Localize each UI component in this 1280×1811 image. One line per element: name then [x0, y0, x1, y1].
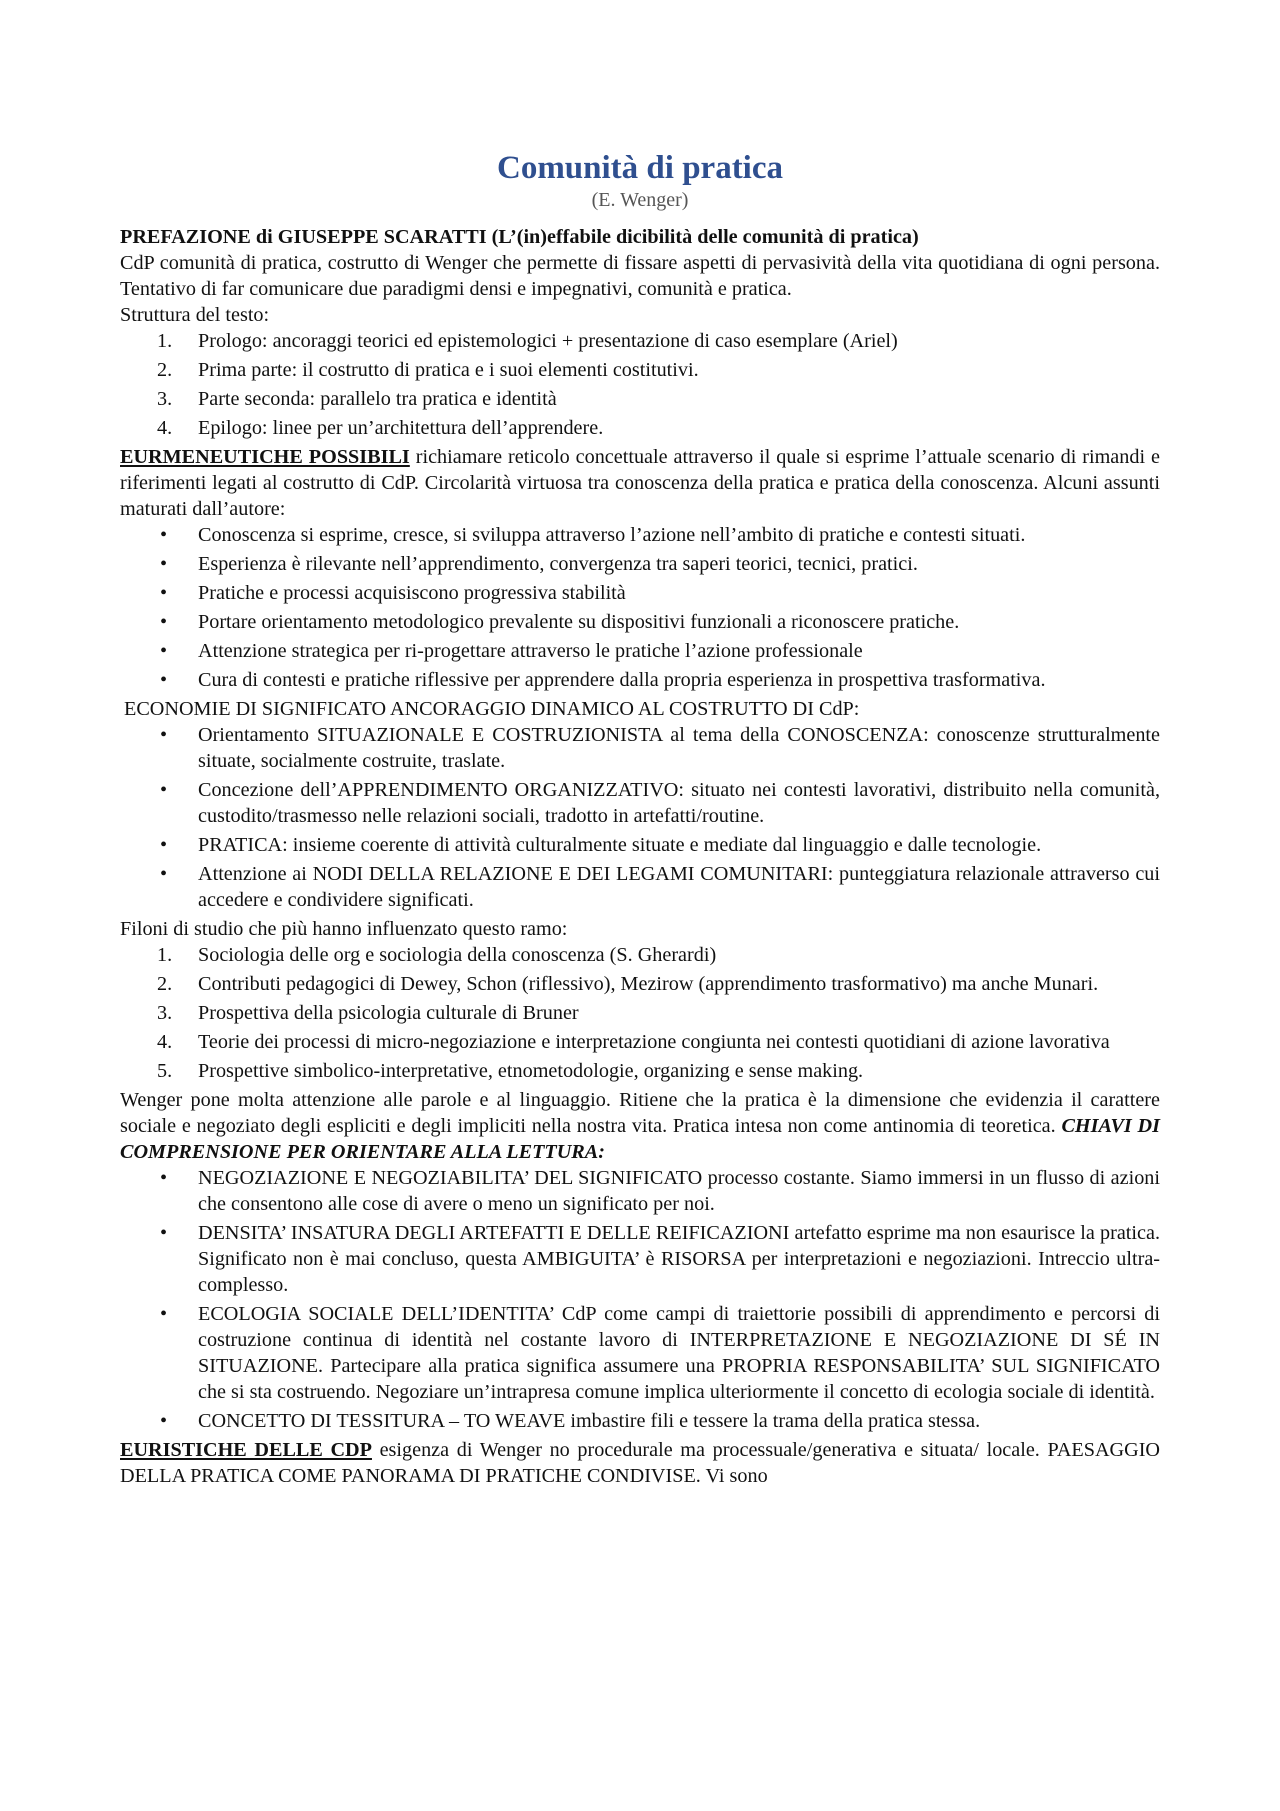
- list-item-text: Orientamento SITUAZIONALE E COSTRUZIONISTA al tema della CONOSCENZA: conoscenze strutturalmente situate, socialmente costruite, traslate.: [198, 724, 1160, 772]
- list-item: [120, 328, 1160, 354]
- list-item: [120, 415, 1160, 441]
- bullet-icon: •: [160, 669, 168, 691]
- list-item: [120, 667, 1160, 693]
- list-item: [120, 832, 1160, 858]
- bullet-icon: •: [160, 611, 168, 633]
- bullet-icon: •: [160, 724, 168, 746]
- list-item-text: Concezione dell’APPRENDIMENTO ORGANIZZATIVO: situato nei contesti lavorativi, distribuito nella comunità, custodito/trasmesso nelle relazioni sociali, tradotto in artefatti/routine.: [198, 779, 1160, 827]
- list-number: 1.: [157, 944, 173, 966]
- eurmeneutiche-paragraph: [120, 444, 1160, 522]
- wenger-text: Wenger pone molta attenzione alle parole e al linguaggio. Ritiene che la pratica è la dimensione che evidenzia il carattere sociale e negoziato degli espliciti e degli impliciti nella nostra vita. Pratica intesa non come antinomia di teoretica.: [120, 1089, 1160, 1137]
- wenger-paragraph: [120, 1087, 1160, 1165]
- euristiche-heading: EURISTICHE DELLE CDP: [120, 1439, 372, 1461]
- list-number: 5.: [157, 1060, 173, 1082]
- bullet-icon: •: [160, 1410, 168, 1432]
- list-item: [120, 1408, 1160, 1434]
- eurmeneutiche-list: [120, 522, 1160, 693]
- euristiche-paragraph: [120, 1437, 1160, 1489]
- bullet-icon: •: [160, 1303, 168, 1325]
- bullet-icon: •: [160, 834, 168, 856]
- list-item: [120, 1165, 1160, 1217]
- list-item: [120, 638, 1160, 664]
- list-item-text: Teorie dei processi di micro-negoziazione e interpretazione congiunta nei contesti quotidiani di azione lavorativa: [198, 1031, 1110, 1053]
- list-item-text: Contributi pedagogici di Dewey, Schon (riflessivo), Mezirow (apprendimento trasformativo) ma anche Munari.: [198, 973, 1099, 995]
- filoni-label: Filoni di studio che più hanno influenzato questo ramo:: [120, 918, 568, 940]
- list-item: [120, 1301, 1160, 1405]
- list-item-text: Prologo: ancoraggi teorici ed epistemologici + presentazione di caso esemplare (Ariel): [198, 330, 898, 352]
- list-item-text: ECOLOGIA SOCIALE DELL’IDENTITA’ CdP come campi di traiettorie possibili di apprendimento e percorsi di costruzione continua di identità nel costante lavoro di INTERPRETAZIONE E NEGOZIAZIONE DI SÉ IN SITUAZIONE. Partecipare alla pratica significa assumere una PROPRIA RESPONSABILITA’ SUL SIGNIFICATO che si sta costruendo. Negoziare un’intrapresa comune implica ulteriormente il concetto di ecologia sociale di identità.: [198, 1303, 1160, 1403]
- eurmeneutiche-heading: EURMENEUTICHE POSSIBILI: [120, 446, 410, 468]
- document-title: Comunità di pratica: [496, 150, 783, 186]
- list-item-text: Cura di contesti e pratiche riflessive per apprendere dalla propria esperienza in prospettiva trasformativa.: [198, 669, 1046, 691]
- list-item: [120, 1000, 1160, 1026]
- list-item-text: Portare orientamento metodologico prevalente su dispositivi funzionali a riconoscere pratiche.: [198, 611, 960, 633]
- economie-list: [120, 722, 1160, 913]
- bullet-icon: •: [160, 640, 168, 662]
- bullet-icon: •: [160, 553, 168, 575]
- chiavi-list: [120, 1165, 1160, 1434]
- euristiche-text: esigenza di Wenger no procedurale ma processuale/generativa e situata/ locale. PAESAGGIO DELLA PRATICA COME PANORAMA DI PRATICHE CONDIVISE. Vi sono: [120, 1439, 1161, 1487]
- list-item-text: Parte seconda: parallelo tra pratica e identità: [198, 388, 557, 410]
- list-item: [120, 357, 1160, 383]
- document-page: [120, 148, 1160, 1489]
- eurmeneutiche-text: richiamare reticolo concettuale attraverso il quale si esprime l’attuale scenario di rimandi e riferimenti legati al costrutto di CdP. Circolarità virtuosa tra conoscenza della pratica e pratica della conoscenza. Alcuni assunti maturati dall’autore:: [120, 446, 1160, 520]
- list-item-text: Prospettive simbolico-interpretative, etnometodologie, organizing e sense making.: [198, 1060, 864, 1082]
- list-number: 3.: [157, 1002, 173, 1024]
- list-item: [120, 1029, 1160, 1055]
- list-item: [120, 551, 1160, 577]
- bullet-icon: •: [160, 779, 168, 801]
- intro-paragraph: CdP comunità di pratica, costrutto di Wenger che permette di fissare aspetti di pervasività della vita quotidiana di ogni persona. Tentativo di far comunicare due paradigmi densi e impegnativi, comunità e pratica.: [120, 252, 1160, 300]
- list-item: [120, 861, 1160, 913]
- list-item-text: Pratiche e processi acquisiscono progressiva stabilità: [198, 582, 626, 604]
- bullet-icon: •: [160, 1222, 168, 1244]
- list-item: [120, 1058, 1160, 1084]
- list-item-text: Esperienza è rilevante nell’apprendimento, convergenza tra saperi teorici, tecnici, pratici.: [198, 553, 918, 575]
- list-item-text: NEGOZIAZIONE E NEGOZIABILITA’ DEL SIGNIFICATO processo costante. Siamo immersi in un flusso di azioni che consentono alle cose di avere o meno un significato per noi.: [198, 1167, 1160, 1215]
- list-item-text: Attenzione strategica per ri-progettare attraverso le pratiche l’azione professionale: [198, 640, 863, 662]
- bullet-icon: •: [160, 1167, 168, 1189]
- structure-list: [120, 328, 1160, 441]
- list-item-text: Prospettiva della psicologia culturale di Bruner: [198, 1002, 579, 1024]
- list-number: 4.: [157, 1031, 173, 1053]
- list-item: [120, 386, 1160, 412]
- list-item: [120, 722, 1160, 774]
- list-number: 2.: [157, 973, 173, 995]
- list-item-text: CONCETTO DI TESSITURA – TO WEAVE imbastire fili e tessere la trama della pratica stessa.: [198, 1410, 981, 1432]
- list-item: [120, 580, 1160, 606]
- list-number: 4.: [157, 417, 173, 439]
- list-item: [120, 522, 1160, 548]
- list-item: [120, 971, 1160, 997]
- list-item: [120, 1220, 1160, 1298]
- list-item-text: PRATICA: insieme coerente di attività culturalmente situate e mediate dal linguaggio e dalle tecnologie.: [198, 834, 1042, 856]
- list-number: 2.: [157, 359, 173, 381]
- filoni-list: [120, 942, 1160, 1084]
- bullet-icon: •: [160, 582, 168, 604]
- list-item-text: Conoscenza si esprime, cresce, si sviluppa attraverso l’azione nell’ambito di pratiche e contesti situati.: [198, 524, 1026, 546]
- list-item: [120, 942, 1160, 968]
- list-number: 1.: [157, 330, 173, 352]
- chiavi-heading: CHIAVI DI COMPRENSIONE PER ORIENTARE ALLA LETTURA:: [120, 1115, 1160, 1163]
- list-item-text: Sociologia delle org e sociologia della conoscenza (S. Gherardi): [198, 944, 717, 966]
- list-item: [120, 609, 1160, 635]
- economie-heading: ECONOMIE DI SIGNIFICATO ANCORAGGIO DINAMICO AL COSTRUTTO DI CdP:: [124, 698, 860, 720]
- list-item-text: Prima parte: il costrutto di pratica e i suoi elementi costitutivi.: [198, 359, 699, 381]
- preface-heading: PREFAZIONE di GIUSEPPE SCARATTI (L’(in)effabile dicibilità delle comunità di pratica): [120, 226, 919, 248]
- list-item-text: DENSITA’ INSATURA DEGLI ARTEFATTI E DELLE REIFICAZIONI artefatto esprime ma non esaurisce la pratica. Significato non è mai concluso, questa AMBIGUITA’ è RISORSA per interpretazioni e negoziazioni. Intreccio ultra-complesso.: [198, 1222, 1160, 1296]
- structure-label: Struttura del testo:: [120, 304, 270, 326]
- list-number: 3.: [157, 388, 173, 410]
- document-subtitle: (E. Wenger): [591, 189, 689, 211]
- bullet-icon: •: [160, 524, 168, 546]
- list-item-text: Epilogo: linee per un’architettura dell’apprendere.: [198, 417, 604, 439]
- bullet-icon: •: [160, 863, 168, 885]
- list-item: [120, 777, 1160, 829]
- list-item-text: Attenzione ai NODI DELLA RELAZIONE E DEI LEGAMI COMUNITARI: punteggiatura relazionale attraverso cui accedere e condividere significati.: [198, 863, 1160, 911]
